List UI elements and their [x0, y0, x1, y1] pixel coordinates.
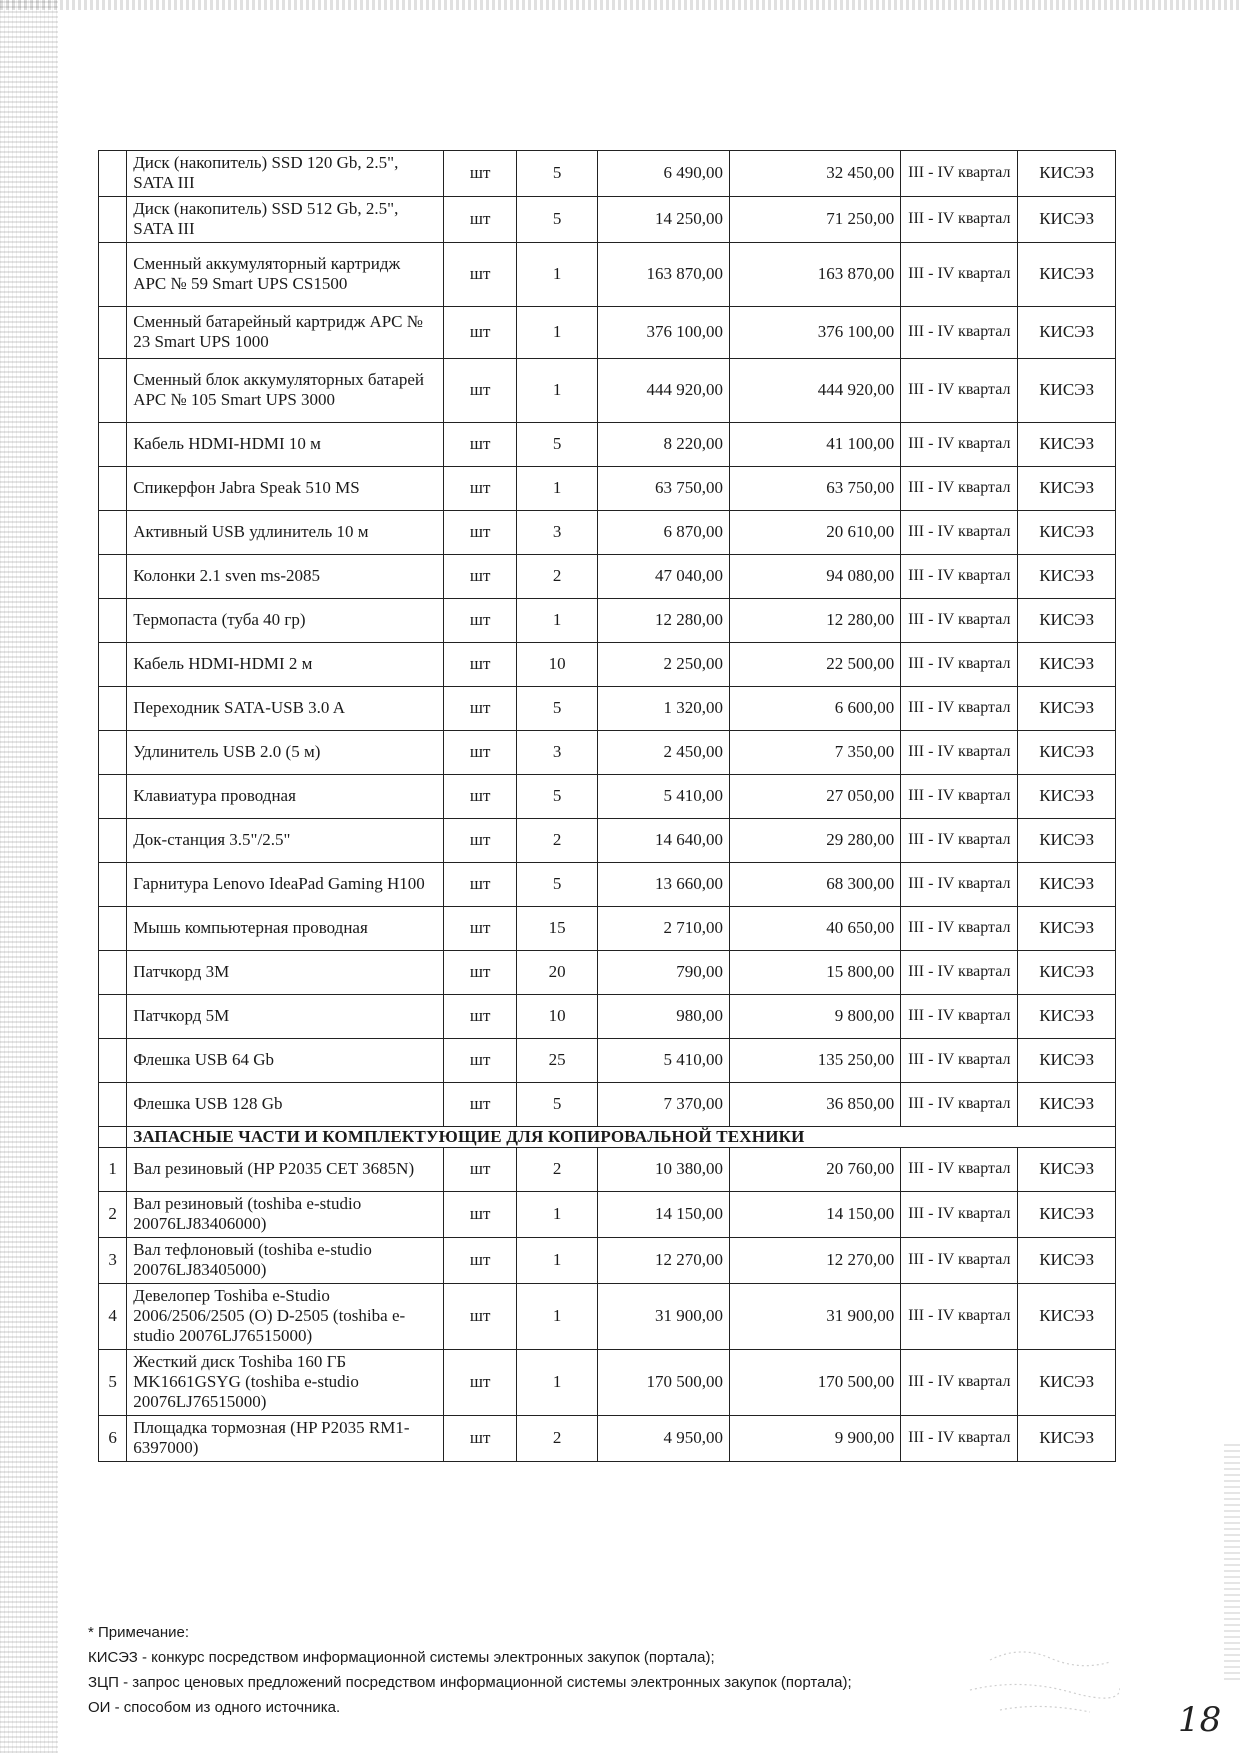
cell-item-name: Площадка тормозная (HP P2035 RM1-6397000) [127, 1415, 444, 1461]
cell-row-number [99, 1126, 127, 1147]
cell-delivery-period: III - IV квартал [901, 151, 1018, 197]
cell-quantity: 3 [517, 510, 597, 554]
cell-unit: шт [443, 358, 517, 422]
cell-item-name: Гарнитура Lenovo IdeaPad Gaming H100 [127, 862, 444, 906]
faded-stamp [960, 1640, 1120, 1720]
cell-row-number [99, 774, 127, 818]
table-row [99, 1415, 1116, 1461]
cell-quantity: 5 [517, 774, 597, 818]
cell-quantity: 5 [517, 1082, 597, 1126]
table-row [99, 906, 1116, 950]
table-row [99, 1191, 1116, 1237]
cell-unit: шт [443, 994, 517, 1038]
cell-unit: шт [443, 1147, 517, 1191]
cell-quantity: 2 [517, 554, 597, 598]
cell-total-amount: 6 600,00 [729, 686, 900, 730]
table-row [99, 151, 1116, 197]
table-row [99, 1038, 1116, 1082]
table-row [99, 1237, 1116, 1283]
cell-unit: шт [443, 862, 517, 906]
cell-row-number [99, 686, 127, 730]
cell-quantity: 1 [517, 1237, 597, 1283]
cell-row-number [99, 466, 127, 510]
cell-total-amount: 36 850,00 [729, 1082, 900, 1126]
cell-item-name: Активный USB удлинитель 10 м [127, 510, 444, 554]
cell-delivery-period: III - IV квартал [901, 686, 1018, 730]
cell-row-number [99, 598, 127, 642]
cell-item-name: Кабель HDMI-HDMI 10 м [127, 422, 444, 466]
cell-total-amount: 444 920,00 [729, 358, 900, 422]
cell-delivery-period: III - IV квартал [901, 950, 1018, 994]
cell-delivery-period: III - IV квартал [901, 774, 1018, 818]
cell-row-number [99, 730, 127, 774]
cell-unit-price: 12 270,00 [597, 1237, 729, 1283]
page-number: 18 [1178, 1700, 1222, 1740]
cell-delivery-period: III - IV квартал [901, 422, 1018, 466]
cell-procurement-method: КИСЭЗ [1018, 1349, 1116, 1415]
cell-unit: шт [443, 196, 517, 242]
cell-unit-price: 980,00 [597, 994, 729, 1038]
cell-procurement-method: КИСЭЗ [1018, 306, 1116, 358]
cell-quantity: 15 [517, 906, 597, 950]
cell-item-name: Патчкорд 5М [127, 994, 444, 1038]
cell-unit-price: 31 900,00 [597, 1283, 729, 1349]
cell-unit: шт [443, 598, 517, 642]
table-row [99, 950, 1116, 994]
cell-procurement-method: КИСЭЗ [1018, 422, 1116, 466]
cell-total-amount: 41 100,00 [729, 422, 900, 466]
cell-quantity: 1 [517, 306, 597, 358]
cell-row-number [99, 862, 127, 906]
cell-row-number [99, 642, 127, 686]
cell-total-amount: 170 500,00 [729, 1349, 900, 1415]
cell-procurement-method: КИСЭЗ [1018, 642, 1116, 686]
cell-quantity: 5 [517, 422, 597, 466]
cell-procurement-method: КИСЭЗ [1018, 1283, 1116, 1349]
cell-unit-price: 5 410,00 [597, 1038, 729, 1082]
table-row [99, 642, 1116, 686]
cell-row-number [99, 1082, 127, 1126]
cell-unit-price: 376 100,00 [597, 306, 729, 358]
cell-unit: шт [443, 730, 517, 774]
cell-quantity: 20 [517, 950, 597, 994]
cell-delivery-period: III - IV квартал [901, 358, 1018, 422]
table-row [99, 818, 1116, 862]
table-body [99, 151, 1116, 1462]
cell-unit-price: 2 710,00 [597, 906, 729, 950]
cell-procurement-method: КИСЭЗ [1018, 466, 1116, 510]
cell-total-amount: 32 450,00 [729, 151, 900, 197]
cell-row-number [99, 994, 127, 1038]
cell-total-amount: 14 150,00 [729, 1191, 900, 1237]
cell-procurement-method: КИСЭЗ [1018, 950, 1116, 994]
cell-item-name: Вал резиновый (HP P2035 CET 3685N) [127, 1147, 444, 1191]
cell-quantity: 10 [517, 642, 597, 686]
table-row [99, 1147, 1116, 1191]
cell-procurement-method: КИСЭЗ [1018, 686, 1116, 730]
cell-quantity: 5 [517, 686, 597, 730]
notes-heading: * Примечание: [88, 1624, 189, 1641]
cell-row-number [99, 358, 127, 422]
table-row [99, 196, 1116, 242]
cell-row-number: 3 [99, 1237, 127, 1283]
cell-procurement-method: КИСЭЗ [1018, 510, 1116, 554]
procurement-table [98, 150, 1116, 1462]
cell-procurement-method: КИСЭЗ [1018, 554, 1116, 598]
cell-delivery-period: III - IV квартал [901, 818, 1018, 862]
table-row [99, 554, 1116, 598]
cell-unit-price: 7 370,00 [597, 1082, 729, 1126]
cell-delivery-period: III - IV квартал [901, 1349, 1018, 1415]
cell-procurement-method: КИСЭЗ [1018, 598, 1116, 642]
cell-quantity: 3 [517, 730, 597, 774]
cell-unit: шт [443, 242, 517, 306]
cell-unit: шт [443, 1415, 517, 1461]
section-title: ЗАПАСНЫЕ ЧАСТИ И КОМПЛЕКТУЮЩИЕ ДЛЯ КОПИРОВАЛЬНОЙ ТЕХНИКИ [127, 1126, 1116, 1147]
cell-delivery-period: III - IV квартал [901, 862, 1018, 906]
cell-row-number [99, 422, 127, 466]
cell-unit-price: 14 640,00 [597, 818, 729, 862]
cell-total-amount: 22 500,00 [729, 642, 900, 686]
cell-unit-price: 47 040,00 [597, 554, 729, 598]
cell-item-name: Клавиатура проводная [127, 774, 444, 818]
cell-procurement-method: КИСЭЗ [1018, 774, 1116, 818]
cell-quantity: 1 [517, 1191, 597, 1237]
cell-unit: шт [443, 1237, 517, 1283]
cell-row-number [99, 554, 127, 598]
cell-item-name: Сменный аккумуляторный картридж APC № 59 Smart UPS CS1500 [127, 242, 444, 306]
cell-unit: шт [443, 1349, 517, 1415]
table-row [99, 306, 1116, 358]
cell-item-name: Термопаста (туба 40 гр) [127, 598, 444, 642]
cell-row-number [99, 818, 127, 862]
cell-unit-price: 12 280,00 [597, 598, 729, 642]
table-row [99, 1283, 1116, 1349]
cell-item-name: Сменный блок аккумуляторных батарей APC № 105 Smart UPS 3000 [127, 358, 444, 422]
cell-total-amount: 9 900,00 [729, 1415, 900, 1461]
cell-row-number: 6 [99, 1415, 127, 1461]
table-row [99, 862, 1116, 906]
cell-quantity: 5 [517, 151, 597, 197]
cell-delivery-period: III - IV квартал [901, 554, 1018, 598]
cell-item-name: Девелопер Toshiba e-Studio 2006/2506/2505 (O) D-2505 (toshiba e-studio 20076LJ76515000) [127, 1283, 444, 1349]
cell-row-number [99, 242, 127, 306]
cell-row-number: 1 [99, 1147, 127, 1191]
cell-delivery-period: III - IV квартал [901, 642, 1018, 686]
cell-row-number: 5 [99, 1349, 127, 1415]
cell-quantity: 2 [517, 1415, 597, 1461]
cell-total-amount: 94 080,00 [729, 554, 900, 598]
cell-total-amount: 68 300,00 [729, 862, 900, 906]
cell-procurement-method: КИСЭЗ [1018, 1415, 1116, 1461]
cell-unit: шт [443, 1283, 517, 1349]
cell-delivery-period: III - IV квартал [901, 994, 1018, 1038]
cell-total-amount: 15 800,00 [729, 950, 900, 994]
cell-row-number: 4 [99, 1283, 127, 1349]
cell-unit: шт [443, 950, 517, 994]
cell-delivery-period: III - IV квартал [901, 1283, 1018, 1349]
table-row [99, 510, 1116, 554]
cell-procurement-method: КИСЭЗ [1018, 730, 1116, 774]
cell-delivery-period: III - IV квартал [901, 730, 1018, 774]
cell-quantity: 1 [517, 466, 597, 510]
cell-unit: шт [443, 686, 517, 730]
cell-delivery-period: III - IV квартал [901, 1147, 1018, 1191]
cell-unit: шт [443, 554, 517, 598]
cell-unit: шт [443, 906, 517, 950]
cell-unit-price: 1 320,00 [597, 686, 729, 730]
cell-item-name: Патчкорд 3М [127, 950, 444, 994]
cell-delivery-period: III - IV квартал [901, 1415, 1018, 1461]
table-row [99, 242, 1116, 306]
cell-item-name: Спикерфон Jabra Speak 510 MS [127, 466, 444, 510]
cell-item-name: Вал тефлоновый (toshiba e-studio 20076LJ83405000) [127, 1237, 444, 1283]
cell-unit: шт [443, 510, 517, 554]
cell-total-amount: 135 250,00 [729, 1038, 900, 1082]
cell-row-number [99, 906, 127, 950]
cell-unit: шт [443, 642, 517, 686]
cell-unit-price: 4 950,00 [597, 1415, 729, 1461]
cell-procurement-method: КИСЭЗ [1018, 818, 1116, 862]
cell-procurement-method: КИСЭЗ [1018, 151, 1116, 197]
cell-total-amount: 9 800,00 [729, 994, 900, 1038]
cell-item-name: Флешка USB 128 Gb [127, 1082, 444, 1126]
cell-delivery-period: III - IV квартал [901, 1237, 1018, 1283]
cell-total-amount: 20 610,00 [729, 510, 900, 554]
cell-delivery-period: III - IV квартал [901, 598, 1018, 642]
cell-quantity: 2 [517, 1147, 597, 1191]
cell-item-name: Переходник SATA-USB 3.0 A [127, 686, 444, 730]
cell-unit: шт [443, 1038, 517, 1082]
table-row [99, 598, 1116, 642]
cell-quantity: 1 [517, 1349, 597, 1415]
cell-item-name: Диск (накопитель) SSD 512 Gb, 2.5", SATA III [127, 196, 444, 242]
cell-quantity: 1 [517, 242, 597, 306]
cell-procurement-method: КИСЭЗ [1018, 1237, 1116, 1283]
cell-row-number [99, 950, 127, 994]
cell-total-amount: 12 280,00 [729, 598, 900, 642]
section-header-row [99, 1126, 1116, 1147]
table-row [99, 1349, 1116, 1415]
cell-unit: шт [443, 1191, 517, 1237]
cell-row-number: 2 [99, 1191, 127, 1237]
cell-unit-price: 2 250,00 [597, 642, 729, 686]
cell-unit: шт [443, 466, 517, 510]
cell-total-amount: 20 760,00 [729, 1147, 900, 1191]
table-row [99, 686, 1116, 730]
cell-total-amount: 12 270,00 [729, 1237, 900, 1283]
cell-item-name: Жесткий диск Toshiba 160 ГБ MK1661GSYG (toshiba e-studio 20076LJ76515000) [127, 1349, 444, 1415]
cell-quantity: 1 [517, 598, 597, 642]
cell-quantity: 25 [517, 1038, 597, 1082]
cell-unit-price: 170 500,00 [597, 1349, 729, 1415]
cell-unit-price: 13 660,00 [597, 862, 729, 906]
cell-procurement-method: КИСЭЗ [1018, 906, 1116, 950]
cell-delivery-period: III - IV квартал [901, 906, 1018, 950]
table-row [99, 422, 1116, 466]
cell-item-name: Вал резиновый (toshiba e-studio 20076LJ83406000) [127, 1191, 444, 1237]
cell-quantity: 1 [517, 1283, 597, 1349]
cell-procurement-method: КИСЭЗ [1018, 196, 1116, 242]
cell-unit: шт [443, 818, 517, 862]
cell-unit-price: 790,00 [597, 950, 729, 994]
cell-item-name: Мышь компьютерная проводная [127, 906, 444, 950]
cell-unit-price: 2 450,00 [597, 730, 729, 774]
cell-quantity: 1 [517, 358, 597, 422]
cell-quantity: 2 [517, 818, 597, 862]
cell-procurement-method: КИСЭЗ [1018, 1191, 1116, 1237]
table-row [99, 994, 1116, 1038]
cell-delivery-period: III - IV квартал [901, 196, 1018, 242]
cell-row-number [99, 306, 127, 358]
cell-item-name: Колонки 2.1 sven ms-2085 [127, 554, 444, 598]
cell-total-amount: 29 280,00 [729, 818, 900, 862]
table-row [99, 774, 1116, 818]
cell-item-name: Флешка USB 64 Gb [127, 1038, 444, 1082]
cell-procurement-method: КИСЭЗ [1018, 994, 1116, 1038]
cell-total-amount: 163 870,00 [729, 242, 900, 306]
table-row [99, 466, 1116, 510]
table-row [99, 1082, 1116, 1126]
cell-delivery-period: III - IV квартал [901, 510, 1018, 554]
cell-unit-price: 5 410,00 [597, 774, 729, 818]
cell-total-amount: 27 050,00 [729, 774, 900, 818]
binding-edge [0, 0, 58, 1753]
cell-unit: шт [443, 422, 517, 466]
table-row [99, 730, 1116, 774]
table-row [99, 358, 1116, 422]
cell-total-amount: 376 100,00 [729, 306, 900, 358]
cell-row-number [99, 196, 127, 242]
cell-total-amount: 31 900,00 [729, 1283, 900, 1349]
cell-delivery-period: III - IV квартал [901, 1082, 1018, 1126]
cell-total-amount: 63 750,00 [729, 466, 900, 510]
cell-row-number [99, 1038, 127, 1082]
cell-item-name: Кабель HDMI-HDMI 2 м [127, 642, 444, 686]
scan-right-edge [1224, 1440, 1240, 1680]
cell-unit-price: 14 150,00 [597, 1191, 729, 1237]
cell-delivery-period: III - IV квартал [901, 466, 1018, 510]
cell-item-name: Сменный батарейный картридж APC № 23 Smart UPS 1000 [127, 306, 444, 358]
cell-quantity: 5 [517, 862, 597, 906]
cell-unit-price: 163 870,00 [597, 242, 729, 306]
cell-row-number [99, 151, 127, 197]
cell-procurement-method: КИСЭЗ [1018, 1038, 1116, 1082]
cell-total-amount: 71 250,00 [729, 196, 900, 242]
cell-unit: шт [443, 1082, 517, 1126]
cell-unit-price: 14 250,00 [597, 196, 729, 242]
cell-delivery-period: III - IV квартал [901, 1038, 1018, 1082]
cell-item-name: Диск (накопитель) SSD 120 Gb, 2.5", SATA III [127, 151, 444, 197]
cell-unit-price: 8 220,00 [597, 422, 729, 466]
cell-delivery-period: III - IV квартал [901, 242, 1018, 306]
cell-delivery-period: III - IV квартал [901, 306, 1018, 358]
cell-procurement-method: КИСЭЗ [1018, 1082, 1116, 1126]
cell-total-amount: 7 350,00 [729, 730, 900, 774]
cell-unit-price: 63 750,00 [597, 466, 729, 510]
cell-procurement-method: КИСЭЗ [1018, 242, 1116, 306]
cell-procurement-method: КИСЭЗ [1018, 1147, 1116, 1191]
cell-quantity: 10 [517, 994, 597, 1038]
scan-top-edge [0, 0, 1240, 10]
cell-procurement-method: КИСЭЗ [1018, 862, 1116, 906]
notes-line-oi: ОИ - способом из одного источника. [88, 1699, 341, 1716]
cell-total-amount: 40 650,00 [729, 906, 900, 950]
cell-row-number [99, 510, 127, 554]
cell-unit-price: 444 920,00 [597, 358, 729, 422]
cell-unit-price: 6 870,00 [597, 510, 729, 554]
cell-unit-price: 10 380,00 [597, 1147, 729, 1191]
cell-procurement-method: КИСЭЗ [1018, 358, 1116, 422]
cell-unit: шт [443, 774, 517, 818]
cell-delivery-period: III - IV квартал [901, 1191, 1018, 1237]
notes-line-kisez: КИСЭЗ - конкурс посредством информационной системы электронных закупок (портала); [88, 1649, 715, 1666]
cell-item-name: Док-станция 3.5"/2.5" [127, 818, 444, 862]
cell-unit: шт [443, 151, 517, 197]
cell-unit-price: 6 490,00 [597, 151, 729, 197]
cell-item-name: Удлинитель USB 2.0 (5 м) [127, 730, 444, 774]
notes-line-zcp: ЗЦП - запрос ценовых предложений посредством информационной системы электронных закупок (портала); [88, 1674, 852, 1691]
cell-quantity: 5 [517, 196, 597, 242]
cell-unit: шт [443, 306, 517, 358]
